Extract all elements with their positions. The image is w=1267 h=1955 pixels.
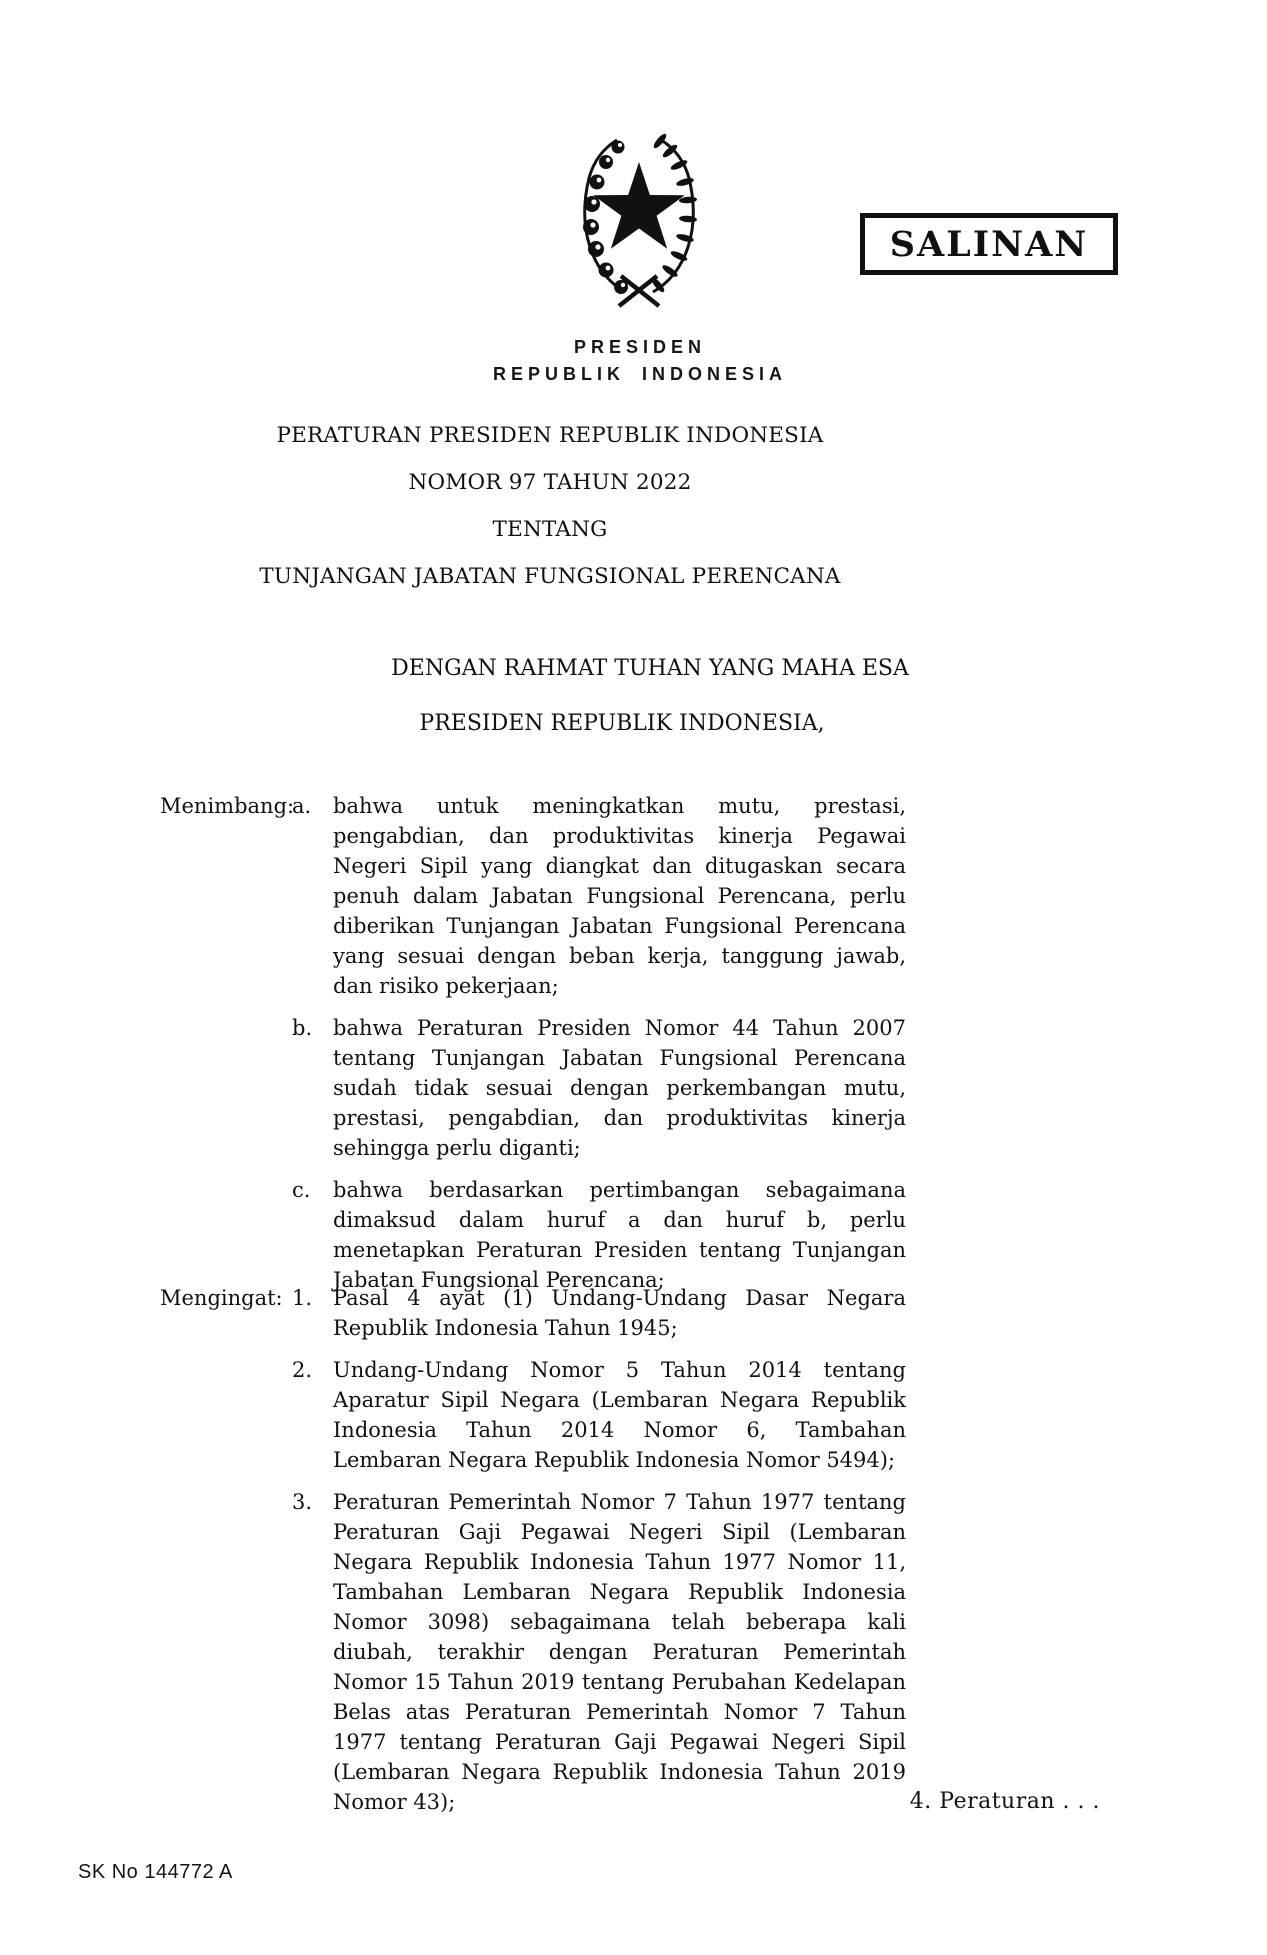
considering-items — [292, 791, 906, 1307]
considering-item-a — [292, 791, 906, 1001]
authority-line: PRESIDEN REPUBLIK INDONESIA, — [419, 711, 825, 736]
item-text: Pasal 4 ayat (1) Undang-Undang Dasar Negara Republik Indonesia Tahun 1945; — [333, 1286, 906, 1340]
item-marker: 2. — [292, 1358, 313, 1382]
considering-item-b — [292, 1013, 906, 1163]
item-marker: c. — [292, 1178, 311, 1202]
title-line-nomor: NOMOR 97 TAHUN 2022 — [408, 470, 692, 495]
considering-label: Menimbang: — [160, 794, 295, 818]
salinan-stamp — [860, 213, 1118, 275]
recalling-label: Mengingat: — [160, 1286, 283, 1310]
item-text: Peraturan Pemerintah Nomor 7 Tahun 1977 tentang Peraturan Gaji Pegawai Negeri Sipil (Lembaran Negara Republik Indonesia Tahun 1977 Nomor 11, Tambahan Lembaran Negara Republik Indonesia Nomor 3098) sebagaimana telah beberapa kali diubah, terakhir dengan Peraturan Pemerintah Nomor 15 Tahun 2019 tentang Perubahan Kedelapan Belas atas Peraturan Pemerintah Nomor 7 Tahun 1977 tentang Peraturan Gaji Pegawai Negeri Sipil (Lembaran Negara Republik Indonesia Tahun 2019 Nomor 43); — [333, 1490, 906, 1814]
considering-item-c — [292, 1175, 906, 1295]
item-text: bahwa Peraturan Presiden Nomor 44 Tahun 2007 tentang Tunjangan Jabatan Fungsional Perencana sudah tidak sesuai dengan perkembangan mutu, prestasi, pengabdian, dan produktivitas kinerja sehingga perlu diganti; — [333, 1016, 906, 1160]
document-title — [200, 412, 900, 600]
recalling-item-3 — [292, 1487, 906, 1817]
page-catchword: 4. Peraturan . . . — [909, 1789, 1100, 1814]
presidential-seal-icon — [563, 120, 715, 310]
invocation-line: DENGAN RAHMAT TUHAN YANG MAHA ESA — [391, 656, 909, 681]
title-line-tentang: TENTANG — [492, 517, 608, 542]
letterhead-presiden: PRESIDEN — [573, 337, 707, 357]
item-marker: a. — [292, 794, 312, 818]
title-line-subject: TUNJANGAN JABATAN FUNGSIONAL PERENCANA — [259, 564, 841, 589]
item-marker: 3. — [292, 1490, 313, 1514]
sk-number: SK No 144772 A — [78, 1861, 233, 1883]
letterhead-republik-indonesia: REPUBLIK INDONESIA — [492, 364, 787, 384]
item-text: Undang-Undang Nomor 5 Tahun 2014 tentang Aparatur Sipil Negara (Lembaran Negara Republik Indonesia Tahun 2014 Nomor 6, Tambahan Lembaran Negara Republik Indonesia Nomor 5494); — [333, 1358, 906, 1472]
salinan-stamp-label: SALINAN — [889, 223, 1089, 265]
recalling-item-1 — [292, 1283, 906, 1343]
item-marker: 1. — [292, 1286, 313, 1310]
item-text: bahwa berdasarkan pertimbangan sebagaimana dimaksud dalam huruf a dan huruf b, perlu menetapkan Peraturan Presiden tentang Tunjangan Jabatan Fungsional Perencana; — [333, 1178, 906, 1292]
recalling-items — [292, 1283, 906, 1829]
recalling-item-2 — [292, 1355, 906, 1475]
item-marker: b. — [292, 1016, 313, 1040]
item-text: bahwa untuk meningkatkan mutu, prestasi, pengabdian, dan produktivitas kinerja Pegawai Negeri Sipil yang diangkat dan ditugaskan secara penuh dalam Jabatan Fungsional Perencana, perlu diberikan Tunjangan Jabatan Fungsional Perencana yang sesuai dengan beban kerja, tanggung jawab, dan risiko pekerjaan; — [333, 794, 906, 998]
title-line-peraturan: PERATURAN PRESIDEN REPUBLIK INDONESIA — [276, 423, 824, 448]
